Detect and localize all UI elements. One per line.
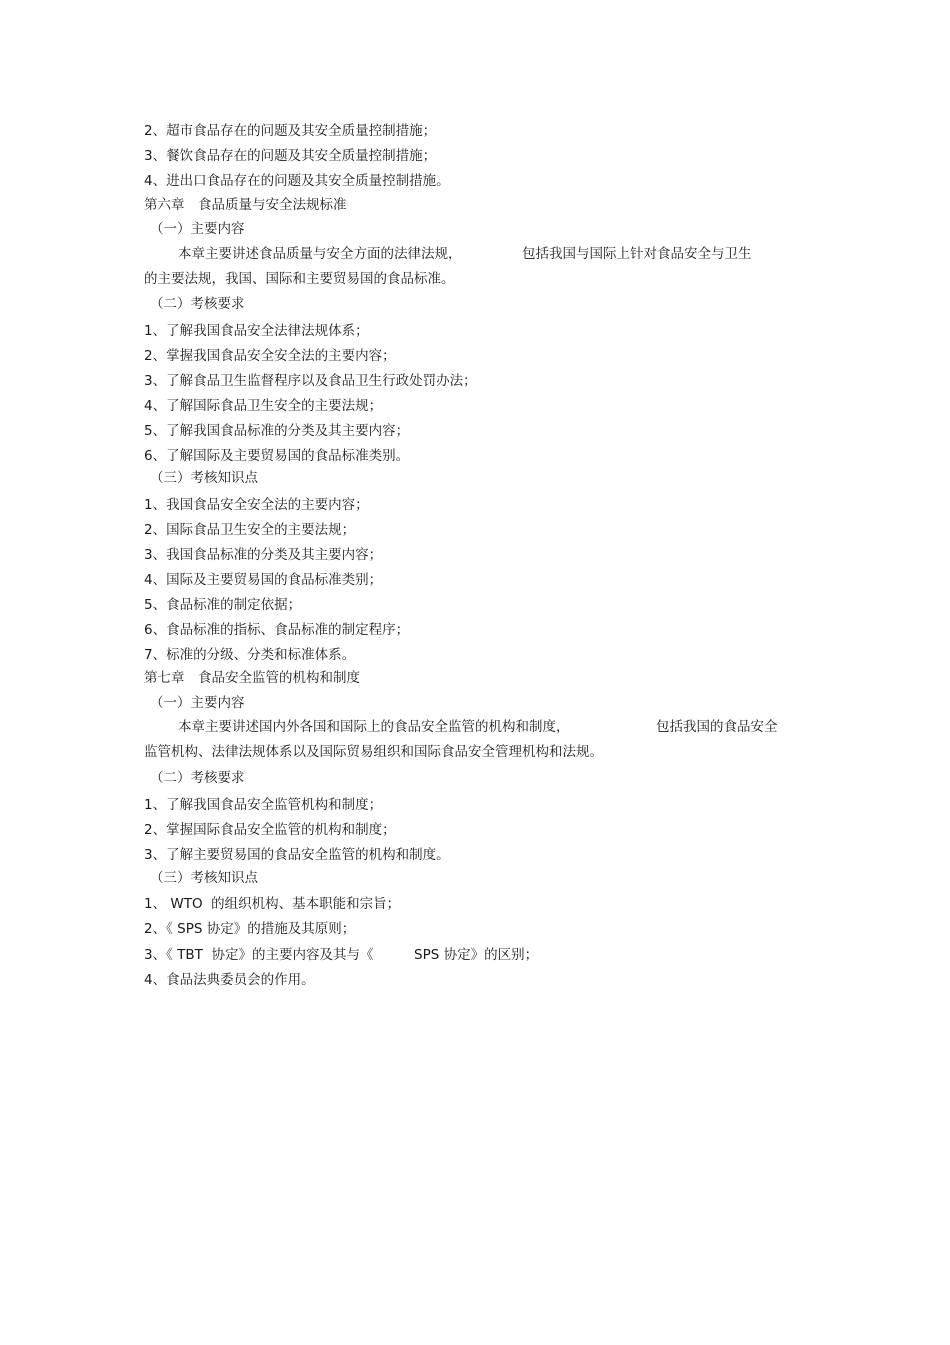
chapter-6-title: 第六章 食品质量与安全法规标准 <box>144 197 347 213</box>
list-item: 5、食品标准的制定依据； <box>144 597 302 613</box>
chapter-7-title: 第七章 食品安全监管的机构和制度 <box>144 670 360 686</box>
chapter-6-content-para-line2: 的主要法规，我国、国际和主要贸易国的食品标准。 <box>144 271 455 287</box>
list-item: 3、餐饮食品存在的问题及其安全质量控制措施； <box>144 148 437 164</box>
list-item: 7、标准的分级、分类和标准体系。 <box>144 647 356 663</box>
list-item-tail: SPS 协定》的区别； <box>414 947 539 963</box>
list-item: 3、我国食品标准的分类及其主要内容； <box>144 547 383 563</box>
list-item: 4、了解国际食品卫生安全的主要法规； <box>144 398 383 414</box>
chapter-7-content-para-part1: 本章主要讲述国内外各国和国际上的食品安全监管的机构和制度， <box>178 719 570 735</box>
chapter-6-content-para-part2: 包括我国与国际上针对食品安全与卫生 <box>522 246 752 262</box>
list-item: 2、《 SPS 协定》的措施及其原则； <box>144 921 356 937</box>
chapter-7-content-para-line2: 监管机构、法律法规体系以及国际贸易组织和国际食品安全管理机构和法规。 <box>144 744 603 760</box>
list-item: 6、食品标准的指标、食品标准的制定程序； <box>144 622 410 638</box>
list-item: 2、超市食品存在的问题及其安全质量控制措施； <box>144 123 437 139</box>
chapter-7-knowledge-heading: （三）考核知识点 <box>150 870 258 886</box>
chapter-7-requirements-heading: （二）考核要求 <box>150 770 245 786</box>
list-item: 1、了解我国食品安全法律法规体系； <box>144 323 369 339</box>
list-item: 4、进出口食品存在的问题及其安全质量控制措施。 <box>144 173 450 189</box>
list-item: 2、掌握我国食品安全安全法的主要内容； <box>144 348 396 364</box>
chapter-7-content-para-part2: 包括我国的食品安全 <box>656 719 778 735</box>
chapter-6-content-heading: （一）主要内容 <box>150 221 245 237</box>
list-item: 4、食品法典委员会的作用。 <box>144 972 315 988</box>
list-item: 1、了解我国食品安全监管机构和制度； <box>144 797 383 813</box>
chapter-6-requirements-heading: （二）考核要求 <box>150 296 245 312</box>
list-item: 3、了解食品卫生监督程序以及食品卫生行政处罚办法； <box>144 373 477 389</box>
list-item: 5、了解我国食品标准的分类及其主要内容； <box>144 423 410 439</box>
list-item: 1、我国食品安全安全法的主要内容； <box>144 497 369 513</box>
list-item: 6、了解国际及主要贸易国的食品标准类别。 <box>144 448 410 464</box>
chapter-7-content-heading: （一）主要内容 <box>150 695 245 711</box>
list-item: 3、了解主要贸易国的食品安全监管的机构和制度。 <box>144 847 450 863</box>
chapter-6-knowledge-heading: （三）考核知识点 <box>150 470 258 486</box>
list-item: 2、掌握国际食品安全监管的机构和制度； <box>144 822 396 838</box>
list-item: 1、 WTO 的组织机构、基本职能和宗旨； <box>144 896 401 912</box>
chapter-6-content-para-part1: 本章主要讲述食品质量与安全方面的法律法规， <box>178 246 462 262</box>
list-item: 2、国际食品卫生安全的主要法规； <box>144 522 356 538</box>
list-item: 4、国际及主要贸易国的食品标准类别； <box>144 572 383 588</box>
list-item: 3、《 TBT 协定》的主要内容及其与《 <box>144 947 374 963</box>
